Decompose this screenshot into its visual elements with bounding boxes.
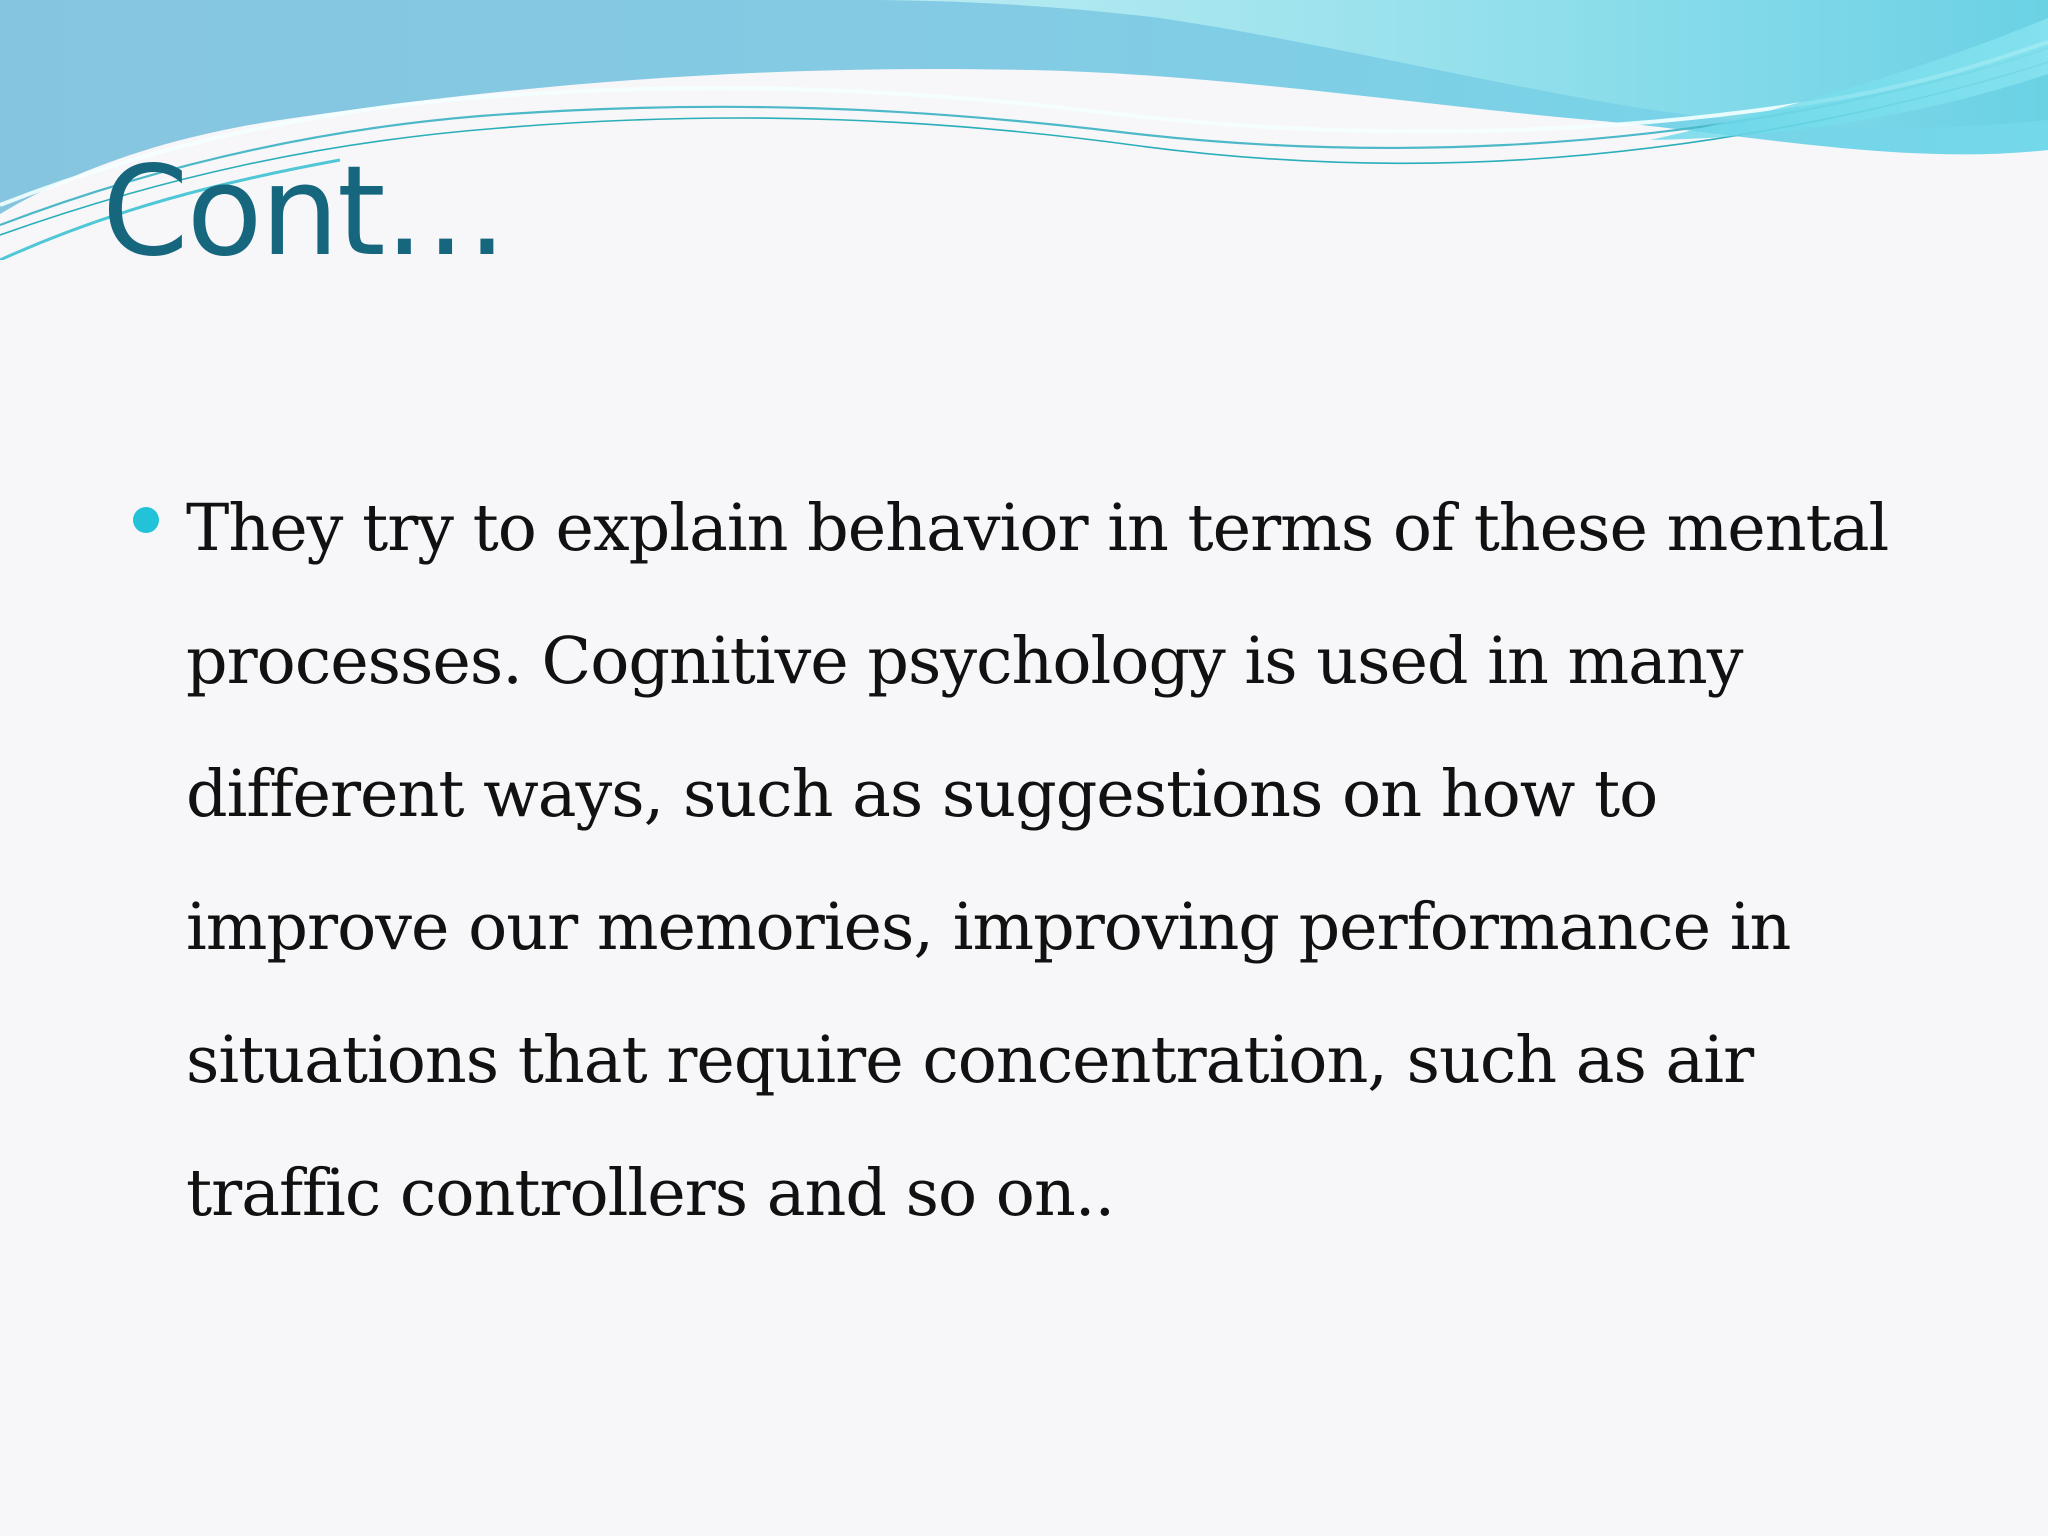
bullet-item — [130, 462, 1910, 1260]
slide-title: Cont… — [102, 140, 506, 284]
bullet-text: They try to explain behavior in terms of these mental processes. Cognitive psychology is used in many different ways, such as suggestions on how to improve our memories, improving performance in situations that require concentration, such as air traffic controllers and so on.. — [186, 491, 1889, 1231]
bullet-list — [130, 462, 1910, 1260]
bullet-point-icon — [133, 507, 159, 533]
